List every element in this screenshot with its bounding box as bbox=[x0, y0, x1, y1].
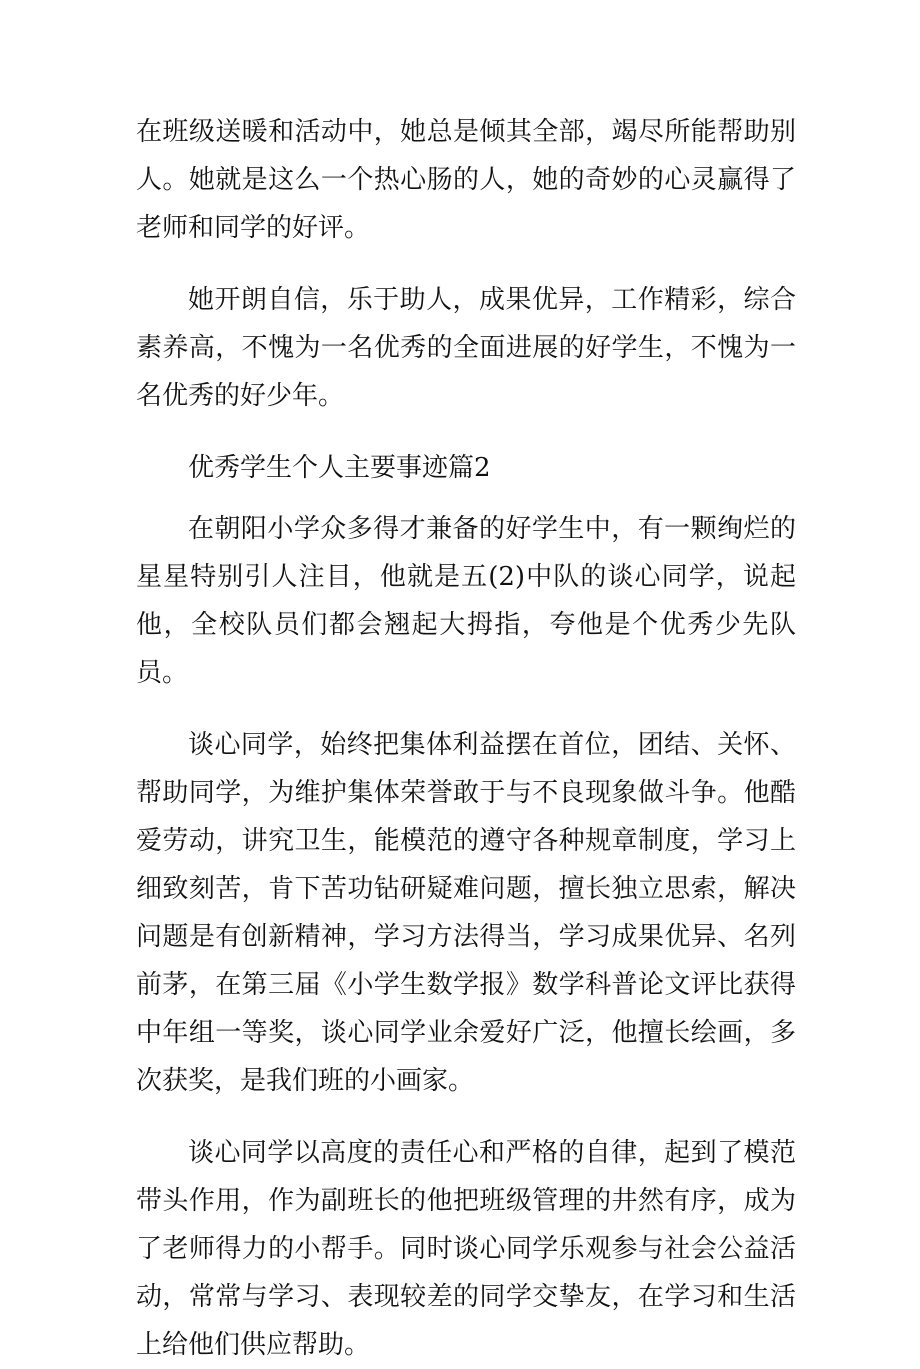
section-heading: 优秀学生个人主要事迹篇2 bbox=[188, 453, 491, 483]
paragraph-1: 在班级送暖和活动中，她总是倾其全部，竭尽所能帮助别人。她就是这么一个热心肠的人，她的奇妙的心灵赢得了老师和同学的好评。 bbox=[136, 117, 796, 243]
paragraph-4: 谈心同学，始终把集体利益摆在首位，团结、关怀、帮助同学，为维护集体荣誉敢于与不良现象做斗争。他酷爱劳动，讲究卫生，能模范的遵守各种规章制度，学习上细致刻苦，肯下苦功钻研疑难问题，擅长独立思索，解决问题是有创新精神，学习方法得当，学习成果优异、名列前茅，在第三届《小学生数学报》数学科普论文评比获得中年组一等奖，谈心同学业余爱好广泛，他擅长绘画，多次获奖，是我们班的小画家。 bbox=[136, 730, 796, 1096]
paragraph-5: 谈心同学以高度的责任心和严格的自律，起到了模范带头作用，作为副班长的他把班级管理的井然有序，成为了老师得力的小帮手。同时谈心同学乐观参与社会公益活动，常常与学习、表现较差的同学交挚友，在学习和生活上给他们供应帮助。 bbox=[136, 1138, 796, 1360]
paragraph-2: 她开朗自信，乐于助人，成果优异，工作精彩，综合素养高，不愧为一名优秀的全面进展的好学生，不愧为一名优秀的好少年。 bbox=[136, 285, 796, 411]
document-body bbox=[136, 108, 796, 1369]
paragraph-3: 在朝阳小学众多得才兼备的好学生中，有一颗绚烂的星星特别引人注目，他就是五(2)中队的谈心同学，说起他，全校队员们都会翘起大拇指，夸他是个优秀少先队员。 bbox=[136, 514, 796, 688]
